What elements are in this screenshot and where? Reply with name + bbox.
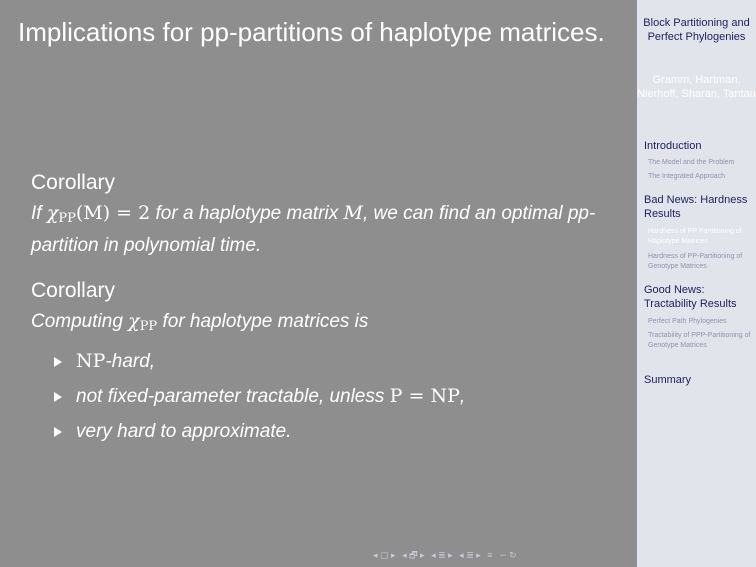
bullet-triangle-icon: [54, 392, 62, 402]
chi-pp-symbol: [47, 202, 150, 224]
nav-search-back-icon[interactable]: ∽ ↻: [499, 550, 517, 560]
matrix-variable: M: [343, 202, 363, 224]
sidebar: [637, 0, 756, 567]
chi-argument: (M) = 2: [75, 202, 151, 224]
nav-frame-controls[interactable]: ◂ 🗗 ▸: [402, 550, 425, 560]
sidebar-sub-tractability-ppp[interactable]: Tractability of PPP-Partitioning of Genotype Matrices: [648, 332, 751, 349]
chi-letter-2: χ: [128, 310, 140, 332]
corollary-1-body: [31, 200, 621, 259]
corollary-1-mid: for a haplotype matrix: [155, 203, 339, 224]
bullet-triangle-icon: [54, 427, 62, 437]
sidebar-sub-hardness-genotype[interactable]: Hardness of PP-Partitioning of Genotype Matrices: [648, 253, 743, 270]
corollary-block-1: [31, 170, 621, 259]
item-text: not fixed-parameter tractable, unless: [76, 386, 385, 407]
list-item: [31, 344, 621, 379]
list-item: [31, 379, 621, 414]
list-item: [31, 414, 621, 449]
chi-pp-symbol-2: [128, 310, 157, 332]
sidebar-item-summary[interactable]: Summary: [644, 374, 692, 386]
np-math: NP: [76, 350, 106, 372]
item-text: -hard,: [105, 351, 156, 372]
chi-subscript-2: PP: [139, 319, 158, 334]
corollary-1-title: Corollary: [31, 171, 116, 194]
frame-title: Implications for pp-partitions of haplotype matrices.: [18, 17, 605, 47]
nav-subsection-controls[interactable]: ◂ ≣ ▸: [431, 550, 453, 560]
nav-outline-icon[interactable]: ≡: [487, 550, 493, 560]
bullet-triangle-icon: [54, 357, 62, 367]
chi-subscript: PP: [58, 211, 76, 226]
corollary-1-end: , we can find an optimal pp-partition in polynomial time.: [31, 203, 596, 256]
corollary-2-title: Corollary: [31, 279, 116, 302]
corollary-2-body: [31, 308, 621, 340]
nav-section-controls[interactable]: ◂ ≣ ▸: [459, 550, 481, 560]
corollary-2-end: for haplotype matrices is: [162, 311, 369, 332]
corollary-2-start: Computing: [31, 311, 123, 332]
beamer-navigation-bar: [373, 549, 521, 561]
sidebar-item-introduction[interactable]: Introduction: [644, 140, 702, 152]
nav-slide-controls[interactable]: ◂ ▢ ▸: [373, 550, 396, 560]
sidebar-authors: Gramm, Hartman, Nierhoff, Sharan, Tantau: [637, 74, 756, 100]
sidebar-sub-model-problem[interactable]: The Model and the Problem: [648, 159, 735, 166]
corollary-block-2: [31, 278, 621, 449]
sidebar-item-bad-news[interactable]: Bad News: Hardness Results: [644, 194, 748, 220]
corollary-1-if: If: [31, 203, 42, 224]
item-text: very hard to approximate.: [76, 421, 292, 442]
sidebar-sub-hardness-haplotype[interactable]: Hardness of PP Partitioning of Haplotype Matrices: [648, 228, 742, 245]
item-text-after: ,: [459, 386, 466, 407]
sidebar-item-good-news[interactable]: Good News: Tractability Results: [644, 284, 737, 310]
p-equals-np-math: P = NP: [389, 385, 460, 407]
sidebar-title[interactable]: Block Partitioning and Perfect Phylogenies: [643, 17, 750, 43]
sidebar-sub-integrated-approach[interactable]: The Integrated Approach: [648, 173, 726, 180]
corollary-2-list: [31, 344, 621, 449]
sidebar-sub-perfect-path[interactable]: Perfect Path Phylogenies: [648, 318, 727, 325]
chi-letter: χ: [46, 202, 59, 224]
